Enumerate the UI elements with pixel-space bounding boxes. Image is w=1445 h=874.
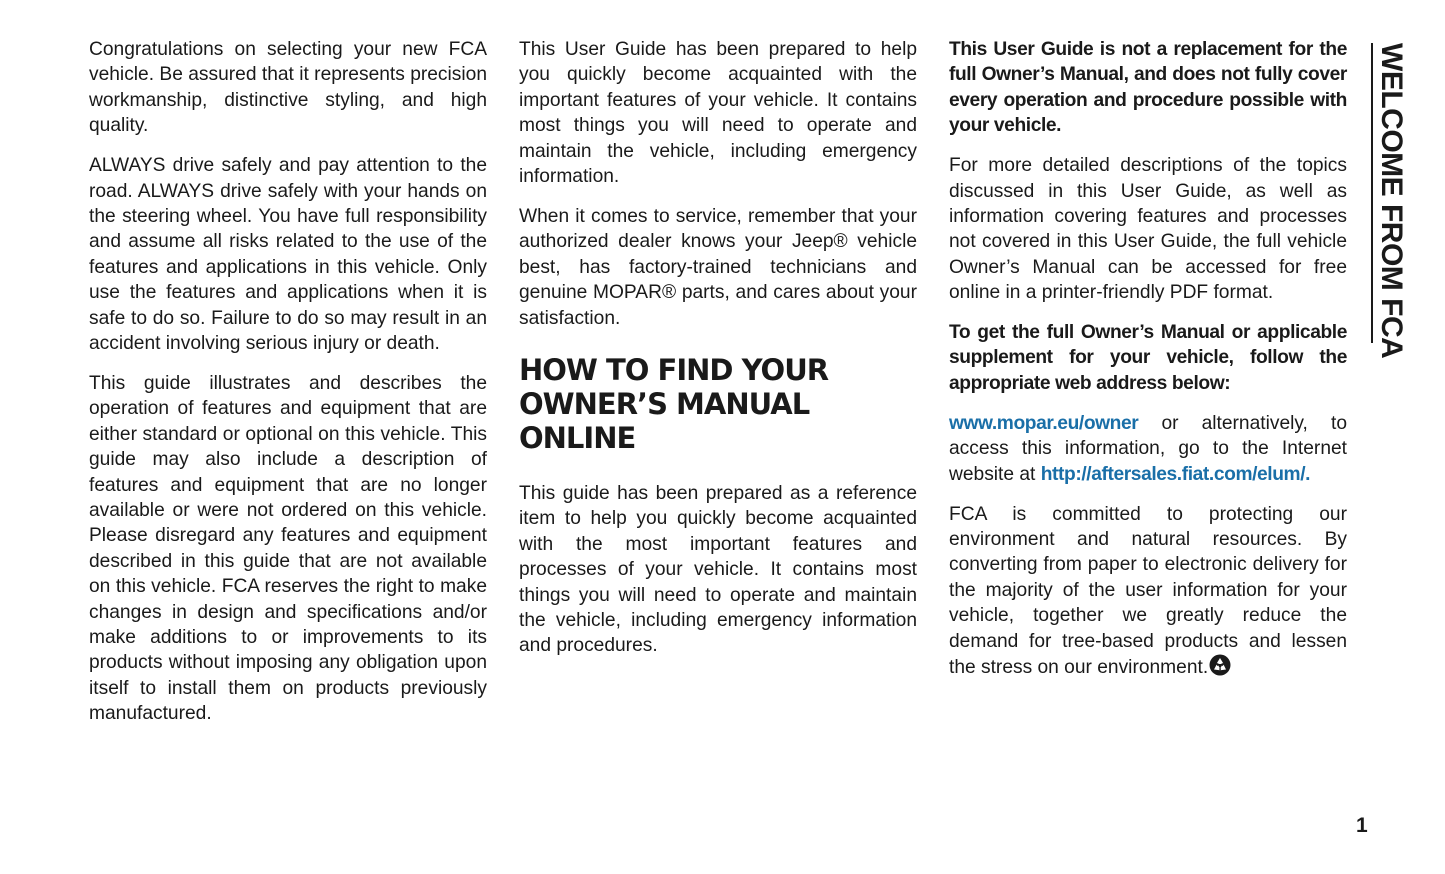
links-connector-text: or alternatively, to access this information, go to the Internet website at bbox=[949, 412, 1347, 485]
section-side-tab bbox=[1371, 43, 1409, 359]
reference-paragraph: This guide has been prepared as a reference item to help you quickly become acquainted with the most important features and processes of your vehicle. It contains most things you will need to operate and maintain the vehicle, including emergency information and procedures. bbox=[519, 482, 917, 657]
side-tab-label: WELCOME FROM FCA bbox=[1375, 43, 1408, 359]
mopar-owner-link[interactable]: www.mopar.eu/owner bbox=[949, 412, 1139, 434]
column-right bbox=[949, 37, 1347, 695]
recycle-icon bbox=[1209, 654, 1231, 676]
user-guide-paragraph: This User Guide has been prepared to help you quickly become acquainted with the important features of your vehicle. It contains most things you will need to operate and maintain the vehicle, including emergency information. bbox=[519, 39, 917, 188]
service-paragraph: When it comes to service, remember that your authorized dealer knows your Jeep® vehicle best, has factory-trained technicians and genuine MOPAR® parts, and cares about your satisfaction. bbox=[519, 205, 917, 329]
page-number: 1 bbox=[1356, 814, 1368, 837]
guide-scope-paragraph: This guide illustrates and describes the operation of features and equipment that are either standard or optional on this vehicle. This guide may also include a description of features and equipment that are no longer available or were not ordered on this vehicle. Please disregard any features and equipment described in this guide that are not available on this vehicle. FCA reserves the right to make changes in design and specifications and/or make additions to or improvements to its products without imposing any obligation upon itself to install them on products previously manufactured. bbox=[89, 372, 487, 725]
heading-line-2: OWNER’S MANUAL ONLINE bbox=[519, 386, 810, 455]
column-middle bbox=[519, 37, 917, 673]
disclaimer-paragraph: This User Guide is not a replacement for the full Owner’s Manual, and does not fully cover every operation and procedure possible with your vehicle. bbox=[949, 39, 1347, 137]
links-paragraph bbox=[949, 411, 1347, 487]
section-heading bbox=[519, 353, 917, 455]
environment-text: FCA is committed to protecting our environment and natural resources. By converting from paper to electronic delivery for the majority of the user information for your vehicle, together we greatly reduce the demand for tree-based products and lessen the stress on our environment. bbox=[949, 503, 1347, 678]
aftersales-link[interactable]: http://aftersales.fiat.com/elum/. bbox=[1040, 463, 1311, 485]
details-paragraph: For more detailed descriptions of the topics discussed in this User Guide, as well as information covering features and processes not covered in this User Guide, the full vehicle Owner’s Manual can be accessed for free online in a printer-friendly PDF format. bbox=[949, 155, 1347, 304]
intro-paragraph: Congratulations on selecting your new FCA vehicle. Be assured that it represents precision workmanship, distinctive styling, and high quality. bbox=[89, 39, 487, 137]
heading-line-1: HOW TO FIND YOUR bbox=[519, 352, 829, 387]
environment-paragraph bbox=[949, 502, 1347, 681]
column-left bbox=[89, 37, 487, 741]
safety-paragraph: ALWAYS drive safely and pay attention to the road. ALWAYS drive safely with your hands on the steering wheel. You have full responsibility and assume all risks related to the use of the features and applications in this vehicle. Only use the features and applications when it is safe to do so. Failure to do so may result in an accident involving serious injury or death. bbox=[89, 155, 487, 354]
instructions-paragraph: To get the full Owner’s Manual or applicable supplement for your vehicle, follow the appropriate web address below: bbox=[949, 322, 1347, 394]
